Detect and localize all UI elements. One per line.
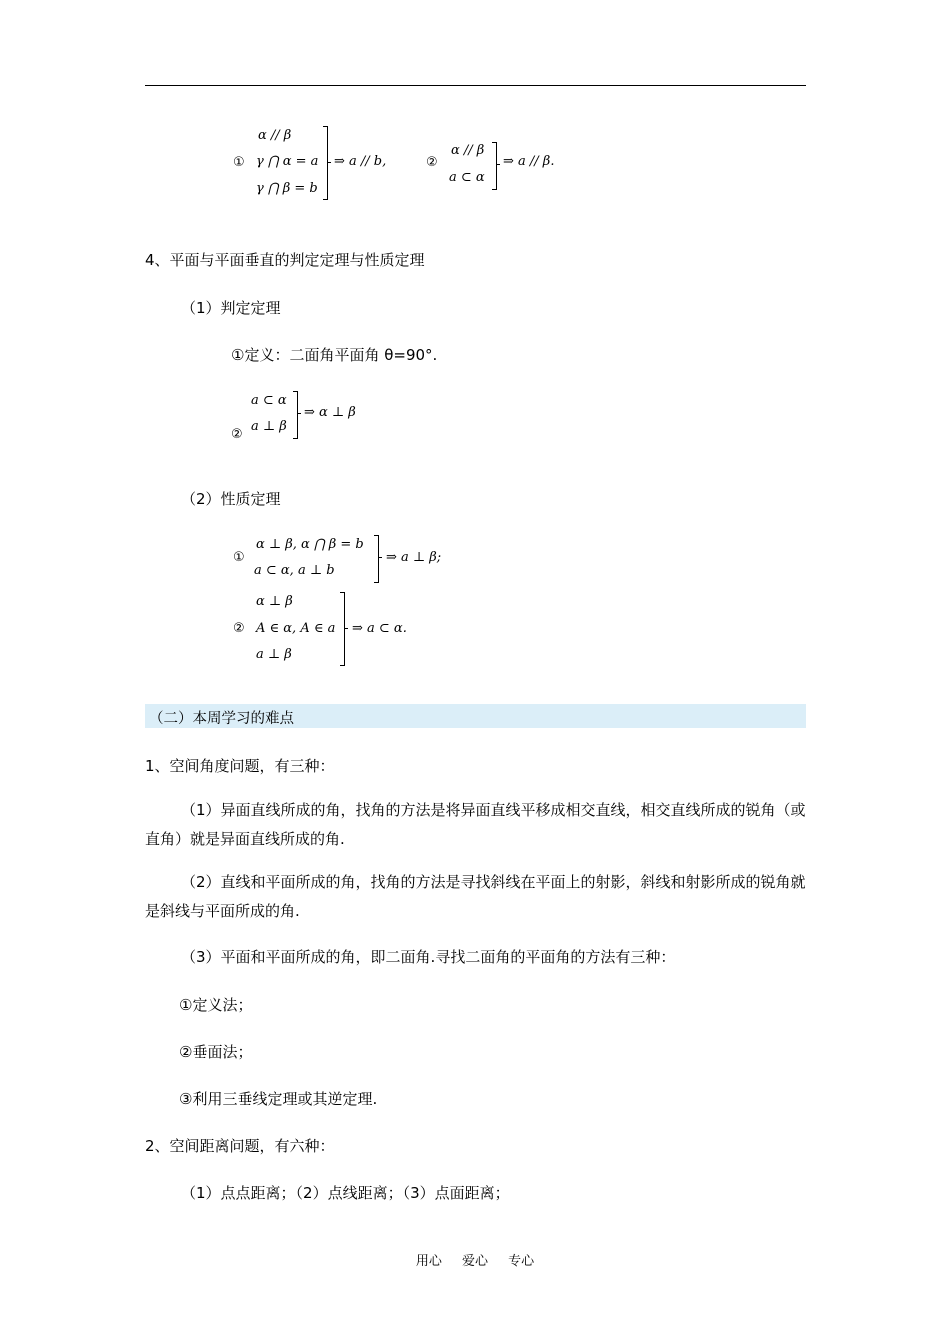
right-brace (293, 391, 298, 439)
brace-tip (327, 162, 331, 163)
method-item: ③利用三垂线定理或其逆定理. (179, 1090, 378, 1108)
formula-line: a ⊂ α, a ⊥ b (254, 563, 335, 578)
paragraph: （1）异面直线所成的角，找角的方法是将异面直线平移成相交直线，相交直线所成的锐角（或直角）就是异面直线所成的角. (145, 801, 806, 848)
method-item: ②垂面法； (179, 1043, 253, 1061)
section-heading: 1、空间角度问题，有三种： (145, 757, 335, 775)
formula-result: ⇒ a ⊂ α. (352, 621, 407, 636)
section-heading: 2、空间距离问题，有六种： (145, 1137, 335, 1155)
section-heading: 4、平面与平面垂直的判定定理与性质定理 (145, 251, 425, 269)
footer-word: 专心 (508, 1254, 535, 1269)
formula-line: A ∈ α, A ∈ a (256, 621, 336, 636)
paragraph: （1）点点距离；（2）点线距离；（3）点面距离； (181, 1184, 510, 1202)
formula-number: ② (233, 621, 245, 636)
right-brace (374, 535, 379, 583)
formula-number: ② (231, 427, 243, 442)
formula-line: α // β (451, 143, 485, 158)
formula-result: ⇒ a ⊥ β; (386, 550, 442, 565)
brace-tip (496, 164, 500, 165)
banner-title: （二）本周学习的难点 (149, 711, 294, 727)
formula-number: ① (233, 550, 245, 565)
formula-line: γ ⋂ β = b (256, 181, 318, 196)
subsection-heading: （1）判定定理 (181, 299, 281, 317)
brace-tip (344, 628, 348, 629)
footer-word: 爱心 (461, 1254, 488, 1269)
paragraph: （3）平面和平面所成的角，即二面角.寻找二面角的平面角的方法有三种： (181, 948, 676, 966)
formula-line: γ ⋂ α = a (256, 154, 319, 169)
right-brace (492, 142, 497, 190)
formula-number: ② (426, 155, 438, 170)
section-banner (145, 704, 806, 728)
formula-number: ① (233, 155, 245, 170)
right-brace (323, 126, 328, 200)
subsection-heading: （2）性质定理 (181, 490, 281, 508)
formula-line: α ⊥ β (256, 594, 293, 609)
right-brace (340, 592, 345, 666)
formula-result: ⇒ a // β. (503, 154, 555, 169)
footer-word: 用心 (415, 1254, 442, 1269)
formula-line: a ⊥ β (256, 647, 292, 662)
theorem-item: ①定义：二面角平面角 θ=90°. (231, 346, 438, 364)
formula-result: ⇒ α ⊥ β (304, 405, 356, 420)
header-rule (145, 85, 806, 86)
formula-result: ⇒ a // b, (334, 154, 387, 169)
formula-line: a ⊂ α (251, 393, 287, 408)
brace-tip (378, 557, 382, 558)
formula-line: α // β (258, 128, 292, 143)
brace-tip (297, 413, 301, 414)
method-item: ①定义法； (179, 996, 253, 1014)
page-footer (0, 1250, 950, 1269)
formula-line: α ⊥ β, α ⋂ β = b (256, 537, 364, 552)
paragraph: （2）直线和平面所成的角，找角的方法是寻找斜线在平面上的射影，斜线和射影所成的锐角就是斜线与平面所成的角. (145, 873, 806, 920)
formula-line: a ⊥ β (251, 419, 287, 434)
formula-line: a ⊂ α (449, 170, 485, 185)
